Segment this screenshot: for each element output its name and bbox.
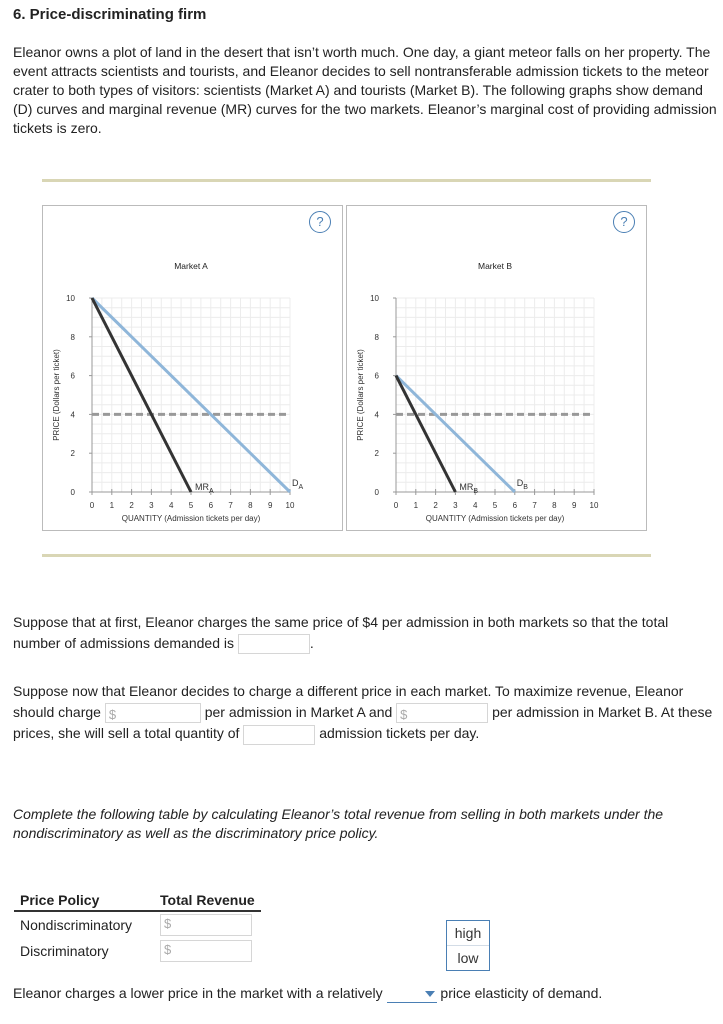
market-a-chart [43, 206, 342, 530]
col-header-revenue: Total Revenue [138, 892, 261, 911]
market-b-chart [347, 206, 646, 530]
y-axis-label: PRICE (Dollars per ticket) [52, 349, 61, 441]
market-b-graph-panel [346, 205, 647, 531]
chevron-down-icon [425, 991, 435, 997]
table-instructions: Complete the following table by calculating Eleanor’s total revenue from selling in both markets under the nondiscriminatory as well as the discriminatory price policy. [13, 806, 664, 841]
final-question-after: price elasticity of demand. [440, 985, 603, 1001]
x-tick-label: 1 [413, 501, 419, 510]
x-tick-label: 3 [453, 501, 458, 510]
col-header-policy: Price Policy [14, 892, 138, 911]
y-tick-label: 8 [70, 332, 75, 342]
x-tick-label: 0 [89, 501, 95, 510]
x-tick-label: 9 [267, 501, 273, 510]
x-tick-label: 9 [571, 501, 577, 510]
policy-cell: Discriminatory [20, 943, 109, 959]
question-1-text: Suppose that at first, Eleanor charges the same price of $4 per admission in both markets so that the total number of admissions demanded is [13, 614, 669, 651]
question-1 [13, 612, 713, 654]
x-tick-label: 7 [532, 501, 537, 510]
y-tick-label: 0 [70, 488, 75, 497]
x-tick-label: 2 [129, 501, 134, 510]
question-heading: 6. Price-discriminating firm [13, 6, 207, 23]
chart-title: Market A [174, 261, 208, 271]
x-axis-label: QUANTITY (Admission tickets per day) [121, 514, 261, 523]
x-tick-label: 8 [248, 501, 253, 510]
question-2-part1: Suppose now that Eleanor decides to charge a different price in each market. To maximize revenue, Eleanor should charge [13, 683, 684, 720]
final-question-before: Eleanor charges a lower price in the market with a relatively [13, 985, 383, 1001]
chart-title: Market B [477, 261, 513, 271]
x-tick-label: 10 [285, 501, 295, 510]
d-curve-label: $D_A$ [292, 478, 304, 491]
y-tick-label: 2 [70, 449, 75, 459]
question-2-part4: admission tickets per day. [319, 725, 480, 742]
x-tick-label: 4 [472, 501, 478, 510]
x-tick-label: 5 [492, 501, 498, 510]
y-tick-label: 10 [370, 294, 379, 303]
y-tick-label: 8 [374, 332, 379, 342]
intro-paragraph: Eleanor owns a plot of land in the desert that isn’t worth much. One day, a giant meteor falls on her property. The event attracts scientists and tourists, and Eleanor decides to sell nontransferable admission tickets to the meteor crater to both types of visitors: scientists (Market A) and tourists (Market B). The following graphs show demand (D) curves and marginal revenue (MR) curves for the two markets. Eleanor’s marginal cost of providing admission tickets is zero. [13, 44, 717, 136]
revenue-table [14, 892, 261, 964]
top-separator [42, 179, 651, 182]
price-market-a-input[interactable]: $ [105, 703, 201, 723]
total-quantity-input[interactable] [243, 725, 315, 745]
y-tick-label: 6 [374, 371, 379, 381]
dropdown-option-low[interactable]: low [457, 950, 479, 966]
y-tick-label: 10 [66, 294, 75, 303]
x-tick-label: 10 [589, 501, 599, 510]
mr-curve-label: $MR_A$ [195, 482, 214, 495]
question-2-part3: per admission in Market B. At these prices, she will sell a total quantity of [13, 704, 713, 742]
y-tick-label: 4 [374, 410, 379, 420]
total-admissions-input[interactable] [238, 634, 310, 654]
y-tick-label: 4 [70, 410, 75, 420]
discriminatory-revenue-input[interactable]: $ [160, 940, 252, 962]
x-tick-label: 0 [393, 501, 399, 510]
table-row [14, 938, 261, 964]
x-tick-label: 1 [109, 501, 115, 510]
x-tick-label: 8 [552, 501, 557, 510]
y-tick-label: 0 [374, 488, 379, 497]
elasticity-dropdown-menu [446, 920, 490, 971]
price-market-b-input[interactable]: $ [396, 703, 488, 723]
y-tick-label: 2 [374, 449, 379, 459]
x-tick-label: 2 [433, 501, 438, 510]
x-tick-label: 6 [208, 501, 214, 510]
d-curve-label: $D_B$ [516, 478, 528, 491]
mr-curve-label: $MR_B$ [459, 482, 479, 495]
dropdown-option-high[interactable]: high [447, 921, 489, 946]
question-2-part2: per admission in Market A and [204, 704, 393, 720]
x-axis-label: QUANTITY (Admission tickets per day) [425, 514, 565, 523]
nondiscriminatory-revenue-input[interactable]: $ [160, 914, 252, 936]
x-tick-label: 4 [168, 501, 174, 510]
help-icon[interactable]: ? [613, 211, 635, 233]
policy-cell: Nondiscriminatory [20, 917, 133, 933]
final-question [13, 985, 602, 1003]
x-tick-label: 6 [512, 501, 518, 510]
help-icon[interactable]: ? [309, 211, 331, 233]
bottom-separator [42, 554, 651, 557]
table-row [14, 911, 261, 938]
y-tick-label: 6 [70, 371, 75, 381]
x-tick-label: 5 [188, 501, 194, 510]
y-axis-label: PRICE (Dollars per ticket) [356, 349, 365, 441]
elasticity-select[interactable] [387, 986, 437, 1003]
x-tick-label: 3 [149, 501, 154, 510]
x-tick-label: 7 [228, 501, 233, 510]
question-1-end: . [309, 635, 314, 651]
question-2 [13, 681, 713, 745]
market-a-graph-panel [42, 205, 343, 531]
